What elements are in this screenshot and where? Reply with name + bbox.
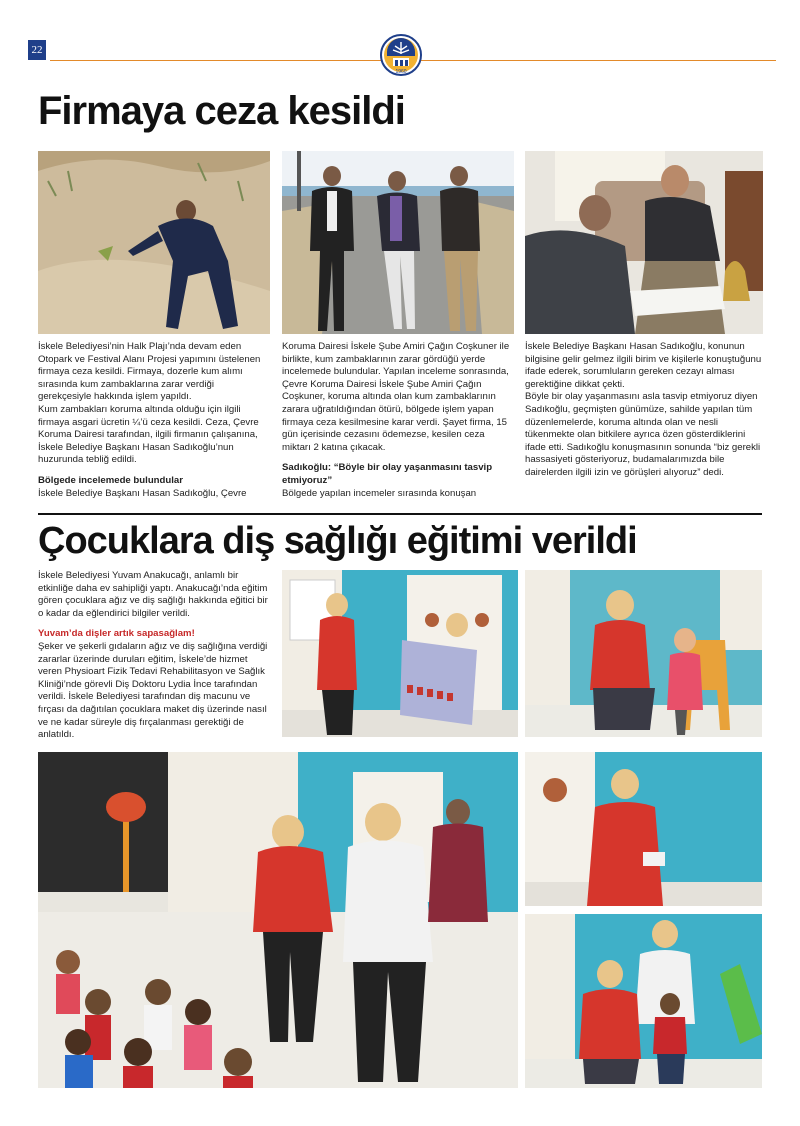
paragraph: Bölgede yapılan incemeler sırasında konuşan bbox=[282, 487, 477, 499]
article1-title: Firmaya ceza kesildi bbox=[38, 89, 405, 133]
municipality-logo bbox=[380, 34, 422, 84]
photo-teacher-child bbox=[525, 570, 762, 737]
paragraph: İskele Belediye Başkanı Hasan Sadıkoğlu, konunun bilgisine gelir gelmez ilgili birim ve kişilerle konuştuğunu ifade ederek, sorumluların gereken cezayı alması gerektiğine dikkat çekti. bbox=[525, 341, 762, 390]
paragraph: İskele Belediyesi’nin Halk Plajı’nda devam eden Otopark ve Festival Alanı Projesi yapımını üstelenen firmaya ceza kesildi. Firmaya, dozerle kum alımı sırasında kum zambaklarına zarar verdiği gerekçesiyle hakkında işlem yapıldı. bbox=[38, 341, 261, 403]
article1-column2 bbox=[282, 341, 512, 500]
photo-officials-walking bbox=[282, 151, 514, 334]
photo-teacher-toothbrush bbox=[525, 752, 762, 906]
subheading: Bölgede incelemede bulundular bbox=[38, 474, 183, 486]
article2-text bbox=[38, 570, 270, 742]
subheading: Sadıkoğlu: “Böyle bir olay yaşanmasını tasvip etmiyoruz” bbox=[282, 462, 493, 486]
page-number: 22 bbox=[28, 40, 46, 60]
logo-year: 1960 bbox=[395, 69, 407, 75]
article1-column3 bbox=[525, 341, 762, 480]
article1-column1 bbox=[38, 341, 268, 500]
photo-teacher-boy bbox=[525, 914, 762, 1088]
paragraph: İskele Belediye Başkanı Hasan Sadıkoğlu, Çevre bbox=[38, 487, 247, 499]
paragraph: Şeker ve şekerli gıdaların ağız ve diş sağlığına verdiği zararlar üzerinde duruları eğitim, İskele’de hizmet veren Physioart Fizik Tedavi Rehabilitasyon ve Sağlık Kliniği’nde görevli Diş Doktoru Lydia İnce tarafından verildi. İskele Belediyesi tarafından diş macunu ve fırçası da dağıtılan çocuklara maket diş üzerinde nasıl ve ne kadar süreyle diş fırçalanması gerektiği de anlatıldı. bbox=[38, 640, 268, 741]
paragraph: İskele Belediyesi Yuvam Anakucağı, anlamlı bir etkinliğe daha ev sahipliği yaptı. Anakucağı’nda eğitim gören çocuklara ağız ve diş sağlığı hakkında eğitici bir o kadar da eğlendirici bilgiler verildi. bbox=[38, 570, 268, 619]
photo-teeth-board bbox=[282, 570, 518, 737]
article2-title: Çocuklara diş sağlığı eğitimi verildi bbox=[38, 520, 637, 562]
photo-classroom bbox=[38, 752, 518, 1088]
article-divider bbox=[38, 513, 762, 515]
photo-office-meeting bbox=[525, 151, 763, 334]
paragraph: Kum zambakları koruma altında olduğu için ilgili firmaya asgari ücretin ¼’ü ceza kesildi. Ceza, Çevre Koruma Dairesi tarafından, ilgili firmanın çalışanına, İskele Belediye Başkanı Hasan Sadıkoğlu’nun huzurunda tebliğ edildi. bbox=[38, 403, 259, 466]
paragraph: Koruma Dairesi İskele Şube Amiri Çağın Coşkuner ile birlikte, kum zambaklarının zarar gördüğü yerde incelemede bulundular. Yapılan inceleme sonrasında, Çevre Koruma Dairesi İskele Şube Amiri Çağın Coşkuner, koruma altında olan kum zambaklarının zarara uğratıldığından ötürü, bölgede işlem yapan firmaya ceza kesilmesine karar verdi. Şayet firma, 15 gün içerisinde cezasını ödemezse, kesilen ceza miktarı 2 katına çıkacak. bbox=[282, 341, 510, 453]
photo-sand-inspection bbox=[38, 151, 270, 334]
paragraph: Böyle bir olay yaşanmasını asla tasvip etmiyoruz diyen Sadıkoğlu, geçmişten günümüze, sahilde yapılan tüm düzenlemelerde, koruma altında olan ve nesli tükenmekte olan bitkilere ayrıca özen gösterdiklerini ifade etti. Sadıkoğlu konuşmasının sonunda “biz gerekli hassasiyeti gösteriyoruz, budamalarımızda bile dairelerden ilgili izin ve görüşleri alıyoruz” dedi. bbox=[525, 391, 761, 478]
subheading: Yuvam’da dişler artık sapasağlam! bbox=[38, 628, 195, 640]
